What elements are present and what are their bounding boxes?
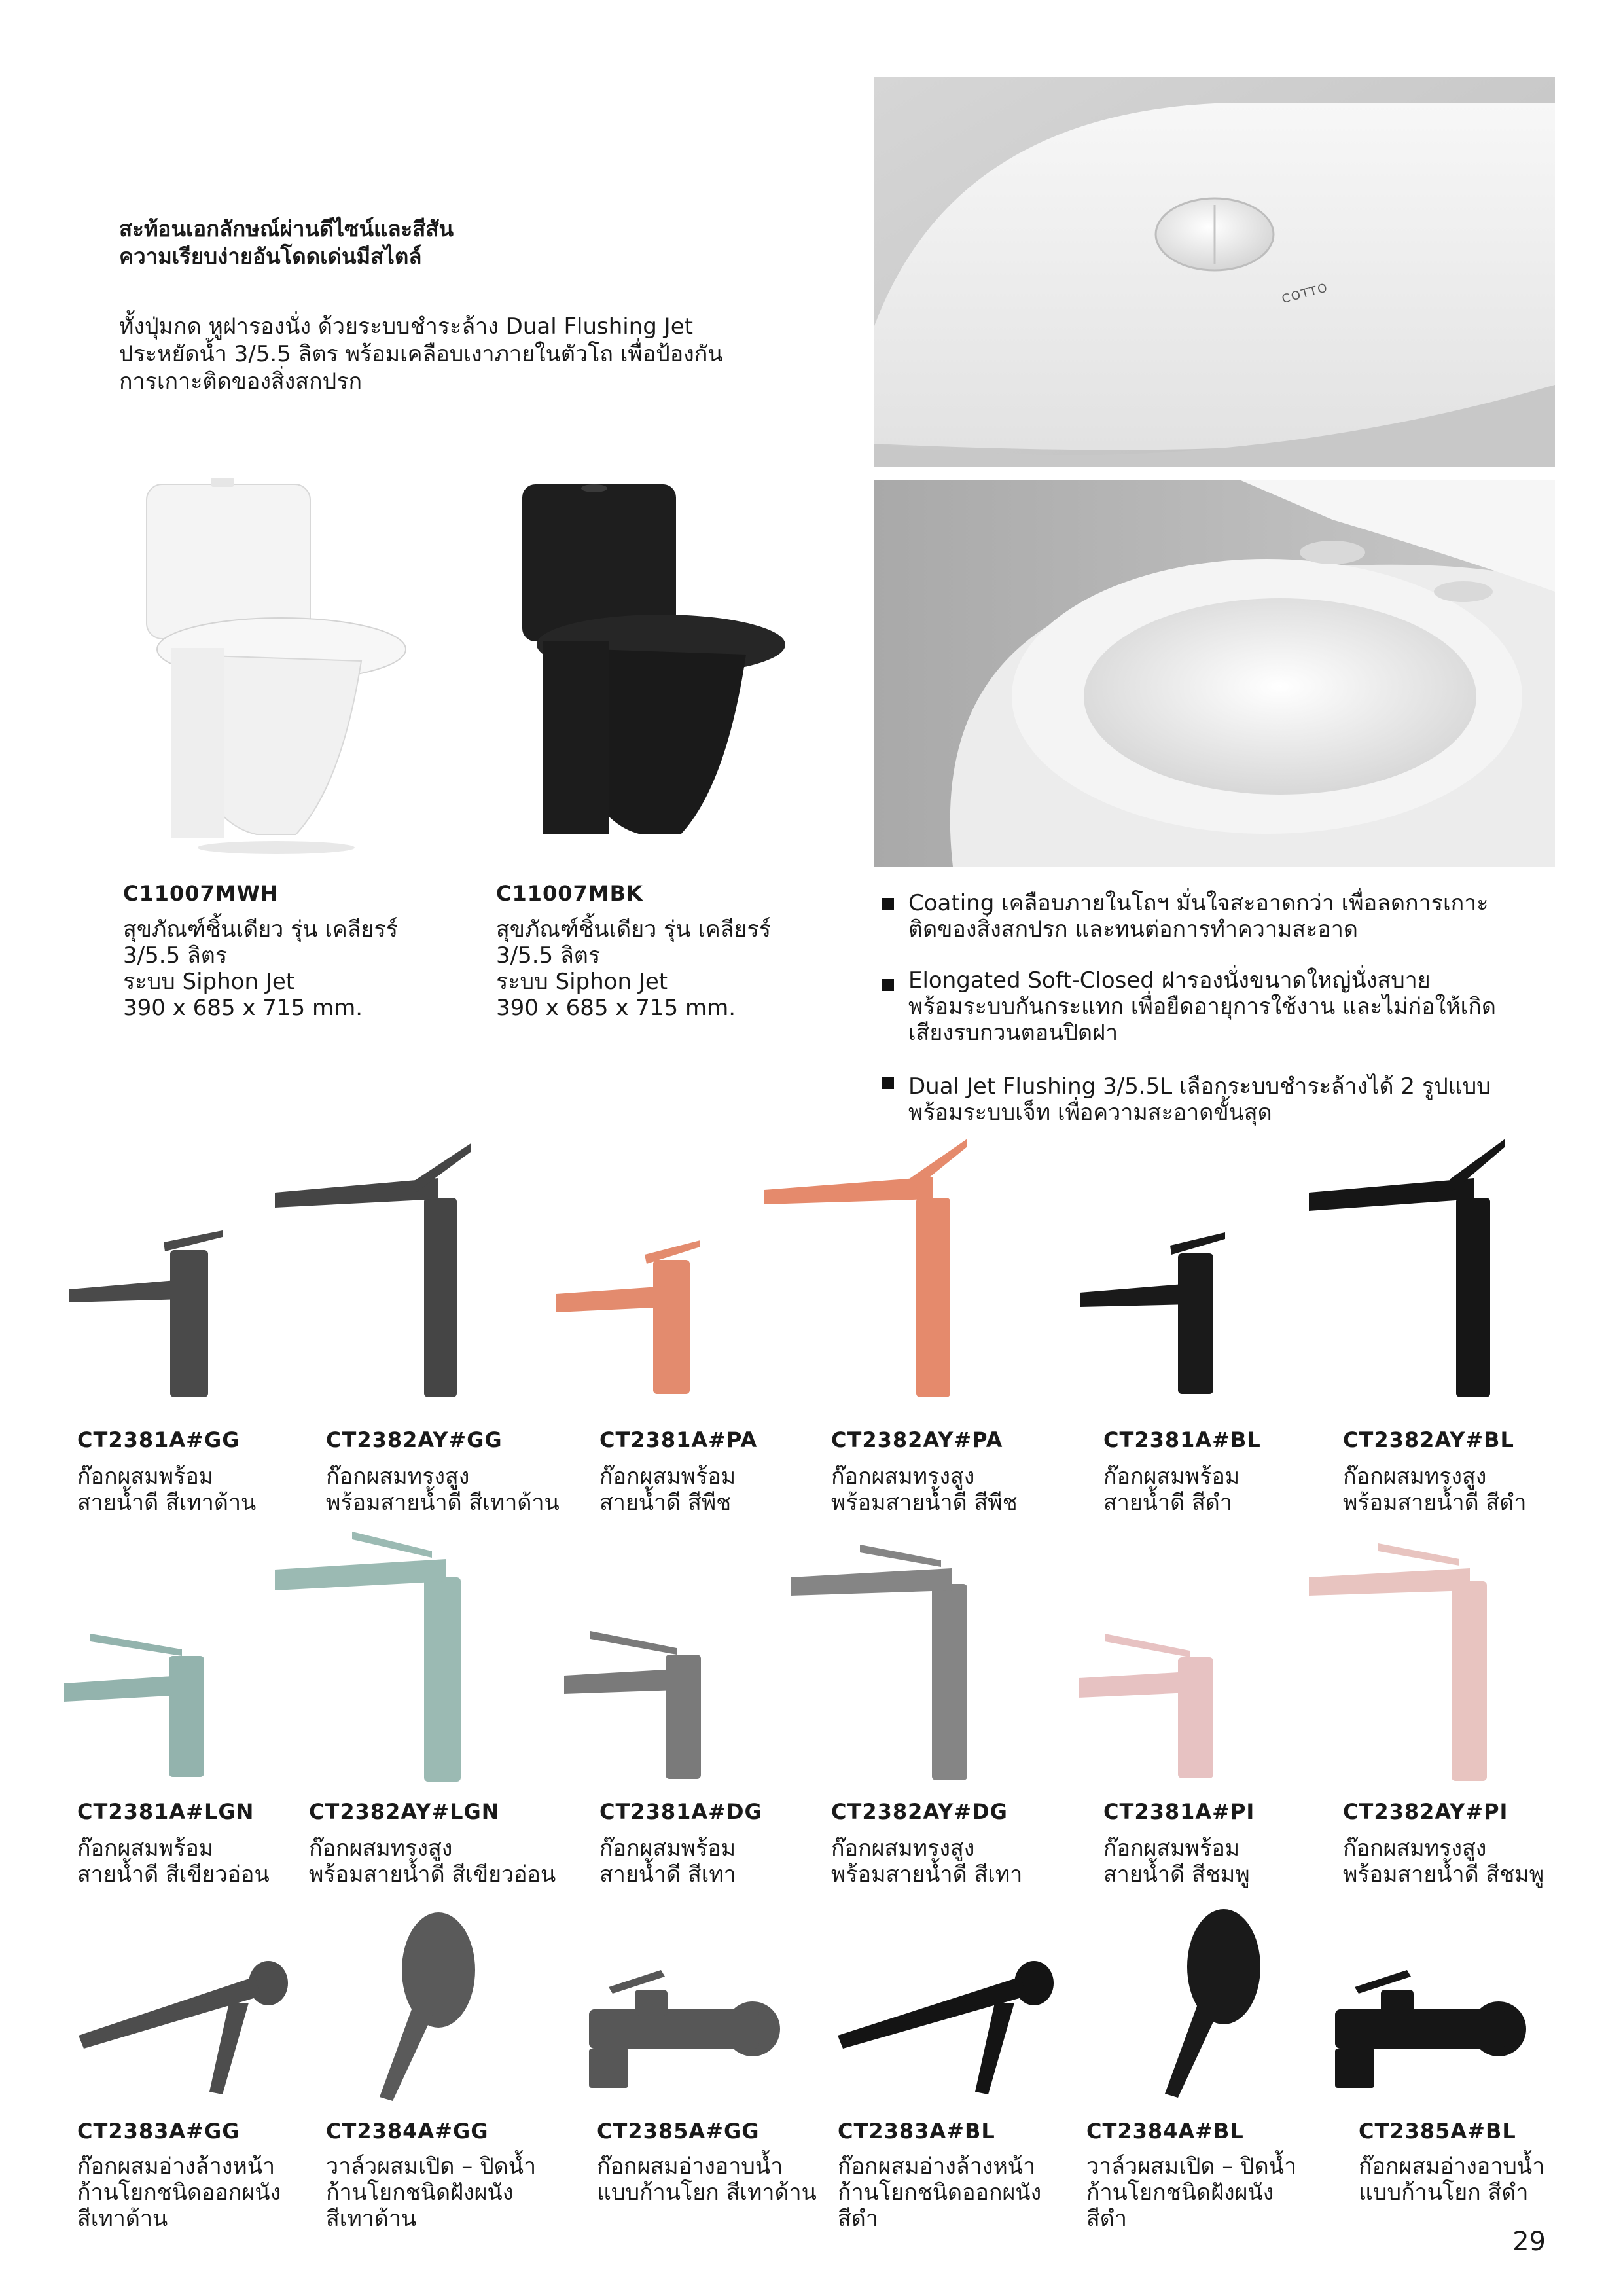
toilet-desc-line3: ระบบ Siphon Jet	[123, 969, 295, 995]
product-desc-line1: ก๊อกผสมพร้อม	[599, 1835, 736, 1861]
faucet-image	[556, 1234, 707, 1397]
toilet-white-tank	[147, 484, 310, 639]
faucet-image	[764, 1139, 967, 1401]
product-code: CT2381A#PA	[599, 1427, 758, 1452]
toilet-desc-line2: 3/5.5 ลิตร	[123, 942, 228, 969]
product-code: CT2382AY#PA	[831, 1427, 1003, 1452]
product-code: CT2384A#GG	[326, 2119, 489, 2144]
product-desc-line3: สีดำ	[838, 2206, 878, 2232]
product-desc-line2: สายน้ำดี สีดำ	[1103, 1490, 1232, 1516]
product-desc-line2: สายน้ำดี สีเทา	[599, 1861, 736, 1888]
product-code: CT2383A#BL	[838, 2119, 995, 2144]
toilet-black-image	[517, 484, 792, 851]
product-desc-line1: ก๊อกผสมพร้อม	[77, 1835, 214, 1861]
product-desc-line1: ก๊อกผสมทรงสูง	[1343, 1463, 1487, 1490]
faucet-image	[1079, 1631, 1229, 1782]
wall-valve-image	[1158, 1908, 1263, 2104]
toilet-desc-line1: สุขภัณฑ์ชิ้นเดียว รุ่น เคลียรร์	[496, 916, 771, 942]
product-desc-line2: ก้านโยกชนิดฝังผนัง	[326, 2179, 514, 2206]
tank-closeup-photo	[874, 77, 1555, 467]
bullet-square	[882, 898, 894, 910]
product-desc-line2: ก้านโยกชนิดฝังผนัง	[1086, 2179, 1274, 2206]
brand-logo: COTTO	[1280, 280, 1330, 307]
product-code: CT2381A#BL	[1103, 1427, 1261, 1452]
product-desc-line1: ก๊อกผสมทรงสูง	[326, 1463, 470, 1490]
product-code: CT2382AY#DG	[831, 1799, 1008, 1824]
faucet-image	[275, 1532, 484, 1784]
product-desc-line2: พร้อมสายน้ำดี สีเทา	[831, 1861, 1023, 1888]
toilet-code: C11007MWH	[123, 881, 279, 906]
intro-body-line2: ประหยัดน้ำ 3/5.5 ลิตร พร้อมเคลือบเงาภายในตัวโถ เพื่อป้องกัน	[119, 341, 723, 367]
bowl-closeup-photo	[874, 480, 1555, 867]
product-desc-line1: วาล์วผสมเปิด – ปิดน้ำ	[326, 2153, 537, 2179]
product-desc-line2: พร้อมสายน้ำดี สีเทาด้าน	[326, 1490, 560, 1516]
product-desc-line2: สายน้ำดี สีเทาด้าน	[77, 1490, 257, 1516]
toilet-desc-line4: 390 x 685 x 715 mm.	[123, 995, 363, 1021]
product-desc-line2: พร้อมสายน้ำดี สีดำ	[1343, 1490, 1527, 1516]
product-code: CT2381A#DG	[599, 1799, 762, 1824]
wall-valve-image	[373, 1911, 478, 2108]
product-code: CT2382AY#GG	[326, 1427, 503, 1452]
toilet-desc-line1: สุขภัณฑ์ชิ้นเดียว รุ่น เคลียรร์	[123, 916, 398, 942]
bullet-square	[882, 1077, 894, 1089]
faucet-image	[64, 1630, 221, 1780]
feature-line: พร้อมระบบกันกระแทก เพื่อยืดอายุการใช้งาน และไม่ก่อให้เกิด	[908, 994, 1496, 1020]
toilet-white-image	[145, 478, 407, 857]
product-desc-line3: สีเทาด้าน	[326, 2206, 417, 2232]
toilet-desc-line3: ระบบ Siphon Jet	[496, 969, 668, 995]
product-desc-line3: สีดำ	[1086, 2206, 1127, 2232]
bath-faucet-image	[1315, 1957, 1531, 2094]
bullet-square	[882, 979, 894, 991]
toilet-desc-line2: 3/5.5 ลิตร	[496, 942, 601, 969]
product-desc-line2: แบบก้านโยก สีเทาด้าน	[597, 2179, 817, 2206]
product-desc-line3: สีเทาด้าน	[77, 2206, 168, 2232]
wall-faucet-image	[79, 1957, 294, 2101]
product-desc-line1: วาล์วผสมเปิด – ปิดน้ำ	[1086, 2153, 1297, 2179]
product-desc-line2: สายน้ำดี สีเขียวอ่อน	[77, 1861, 270, 1888]
page-number: 29	[1512, 2227, 1546, 2257]
toilet-code: C11007MBK	[496, 881, 643, 906]
product-desc-line1: ก๊อกผสมอ่างอาบน้ำ	[597, 2153, 783, 2179]
product-desc-line2: สายน้ำดี สีชมพู	[1103, 1861, 1250, 1888]
product-desc-line2: ก้านโยกชนิดออกผนัง	[838, 2179, 1042, 2206]
faucet-image	[1309, 1543, 1505, 1785]
product-code: CT2384A#BL	[1086, 2119, 1244, 2144]
product-desc-line1: ก๊อกผสมอ่างล้างหน้า	[77, 2153, 276, 2179]
intro-body-line3: การเกาะติดของสิ่งสกปรก	[119, 368, 363, 395]
product-desc-line2: พร้อมสายน้ำดี สีชมพู	[1343, 1861, 1544, 1888]
product-code: CT2381A#PI	[1103, 1799, 1255, 1824]
product-desc-line1: ก๊อกผสมทรงสูง	[831, 1463, 975, 1490]
product-desc-line1: ก๊อกผสมพร้อม	[1103, 1835, 1240, 1861]
feature-line: ติดของสิ่งสกปรก และทนต่อการทำความสะอาด	[908, 916, 1358, 942]
product-code: CT2382AY#PI	[1343, 1799, 1508, 1824]
feature-line: Coating เคลือบภายในโถฯ มั่นใจสะอาดกว่า เพื่อลดการเกาะ	[908, 890, 1489, 916]
feature-line: เสียงรบกวนตอนปิดฝา	[908, 1020, 1118, 1046]
product-code: CT2381A#GG	[77, 1427, 240, 1452]
toilet-desc-line4: 390 x 685 x 715 mm.	[496, 995, 736, 1021]
feature-line: พร้อมระบบเจ็ท เพื่อความสะอาดขั้นสุด	[908, 1100, 1272, 1126]
product-desc-line1: ก๊อกผสมทรงสูง	[1343, 1835, 1487, 1861]
faucet-image	[791, 1545, 987, 1784]
product-desc-line2: สายน้ำดี สีพีช	[599, 1490, 732, 1516]
wall-faucet-image	[838, 1957, 1060, 2101]
product-desc-line1: ก๊อกผสมทรงสูง	[309, 1835, 453, 1861]
product-code: CT2382AY#BL	[1343, 1427, 1514, 1452]
product-code: CT2385A#GG	[597, 2119, 760, 2144]
faucet-image	[275, 1139, 471, 1401]
feature-line: Elongated Soft-Closed ฝารองนั่งขนาดใหญ่นั่งสบาย	[908, 967, 1431, 994]
product-code: CT2382AY#LGN	[309, 1799, 500, 1824]
faucet-image	[564, 1628, 715, 1782]
product-desc-line1: ก๊อกผสมอ่างอาบน้ำ	[1359, 2153, 1545, 2179]
product-desc-line1: ก๊อกผสมพร้อม	[1103, 1463, 1240, 1490]
intro-title-line1: สะท้อนเอกลักษณ์ผ่านดีไซน์และสีสัน	[119, 216, 454, 242]
product-desc-line2: ก้านโยกชนิดออกผนัง	[77, 2179, 281, 2206]
product-code: CT2383A#GG	[77, 2119, 240, 2144]
faucet-image	[1309, 1139, 1505, 1401]
product-code: CT2381A#LGN	[77, 1799, 255, 1824]
product-desc-line1: ก๊อกผสมพร้อม	[77, 1463, 214, 1490]
product-code: CT2385A#BL	[1359, 2119, 1516, 2144]
product-desc-line2: พร้อมสายน้ำดี สีเขียวอ่อน	[309, 1861, 556, 1888]
product-desc-line1: ก๊อกผสมทรงสูง	[831, 1835, 975, 1861]
feature-line: Dual Jet Flushing 3/5.5L เลือกระบบชำระล้างได้ 2 รูปแบบ	[908, 1073, 1491, 1100]
intro-body-line1: ทั้งปุ่มกด หูฝารองนั่ง ด้วยระบบชำระล้าง Dual Flushing Jet	[119, 314, 693, 340]
faucet-image	[65, 1211, 236, 1401]
product-desc-line2: พร้อมสายน้ำดี สีพีช	[831, 1490, 1018, 1516]
product-desc-line2: แบบก้านโยก สีดำ	[1359, 2179, 1529, 2206]
product-desc-line1: ก๊อกผสมอ่างล้างหน้า	[838, 2153, 1036, 2179]
intro-title-line2: ความเรียบง่ายอันโดดเด่นมีสไตล์	[119, 243, 422, 269]
product-desc-line1: ก๊อกผสมพร้อม	[599, 1463, 736, 1490]
faucet-image	[1080, 1214, 1230, 1397]
bath-faucet-image	[569, 1957, 785, 2094]
